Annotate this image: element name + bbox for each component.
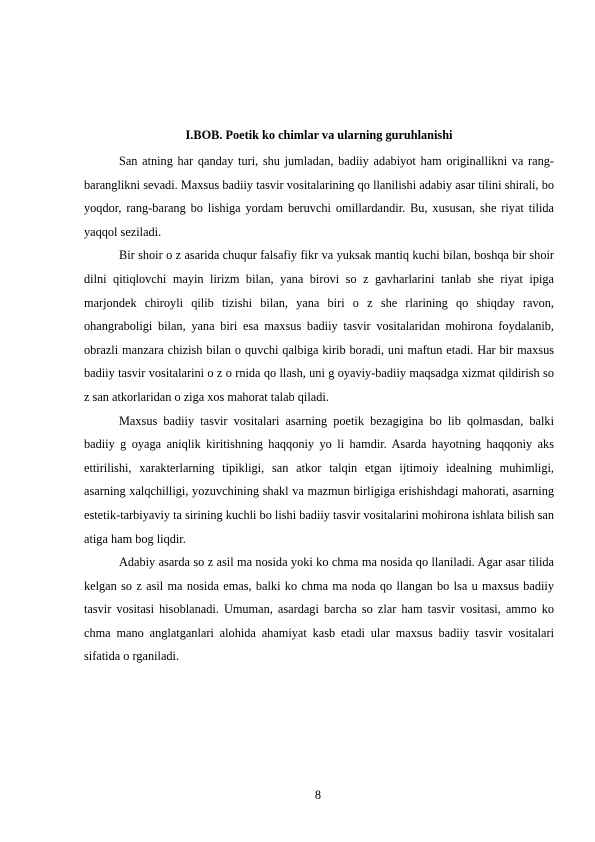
page-number: 8 [314, 788, 322, 802]
paragraph-3: Maxsus badiiy tasvir vositalari asarning poetik bezagigina bo lib qolmasdan, balki badiiy g oyaga aniqlik kiritishning haqqoniy yo li hamdir. Asarda hayotning haqqoniy aks ettirilishi, xarakterlarning tipikligi, san atkor talqin etgan ijtimoiy idealning muhimligi, asarning xalqchilligi, yozuvchining shakl va mazmun birligiga erishishdagi mahorati, asarning estetik-tarbiyaviy ta sirining kuchli bo lishi badiiy tasvir vositalarini mohirona ishlata bilish san atiga ham bog liqdir. [84, 413, 554, 546]
paragraph-2: Bir shoir o z asarida chuqur falsafiy fikr va yuksak mantiq kuchi bilan, boshqa bir shoir dilni qitiqlovchi mayin lirizm bilan, yana birovi so z gavharlarini tanlab she riyat ipiga marjondek chiroyli qilib tizishi bilan, yana biri o z she rlarining qo shiqday ravon, ohangraboligi bilan, yana biri esa maxsus badiiy tasvir vositalaridan mohirona foydalanib, obrazli manzara chizish bilan o quvchi qalbiga kirib boradi, uni maftun etadi. Har bir maxsus badiiy tasvir vositalarini o z o rnida qo llash, uni g oyaviy-badiiy maqsadga xizmat qildirish so z san atkorlaridan o ziga xos mahorat talab qiladi. [84, 248, 554, 404]
body-text [84, 150, 554, 669]
chapter-heading: I.BOB. Poetik ko chimlar va ularning guruhlanishi [185, 128, 453, 142]
paragraph-1: San atning har qanday turi, shu jumladan, badiiy adabiyot ham originallikni va rang-baranglikni sevadi. Maxsus badiiy tasvir vositalarining qo llanilishi adabiy asar tilini shirali, bo yoqdor, rang-barang bo lishiga yordam beruvchi omillardandir. Bu, xususan, she riyat tilida yaqqol seziladi. [84, 154, 554, 239]
paragraph-4: Adabiy asarda so z asil ma nosida yoki ko chma ma nosida qo llaniladi. Agar asar tilida kelgan so z asil ma nosida emas, balki ko chma ma noda qo llangan bo lsa u maxsus badiiy tasvir vositasi hisoblanadi. Umuman, asardagi barcha so zlar ham tasvir vositasi, ammo ko chma mano anglatganlari alohida ahamiyat kasb etadi ular maxsus badiiy tasvir vositalari sifatida o rganiladi. [84, 555, 554, 664]
